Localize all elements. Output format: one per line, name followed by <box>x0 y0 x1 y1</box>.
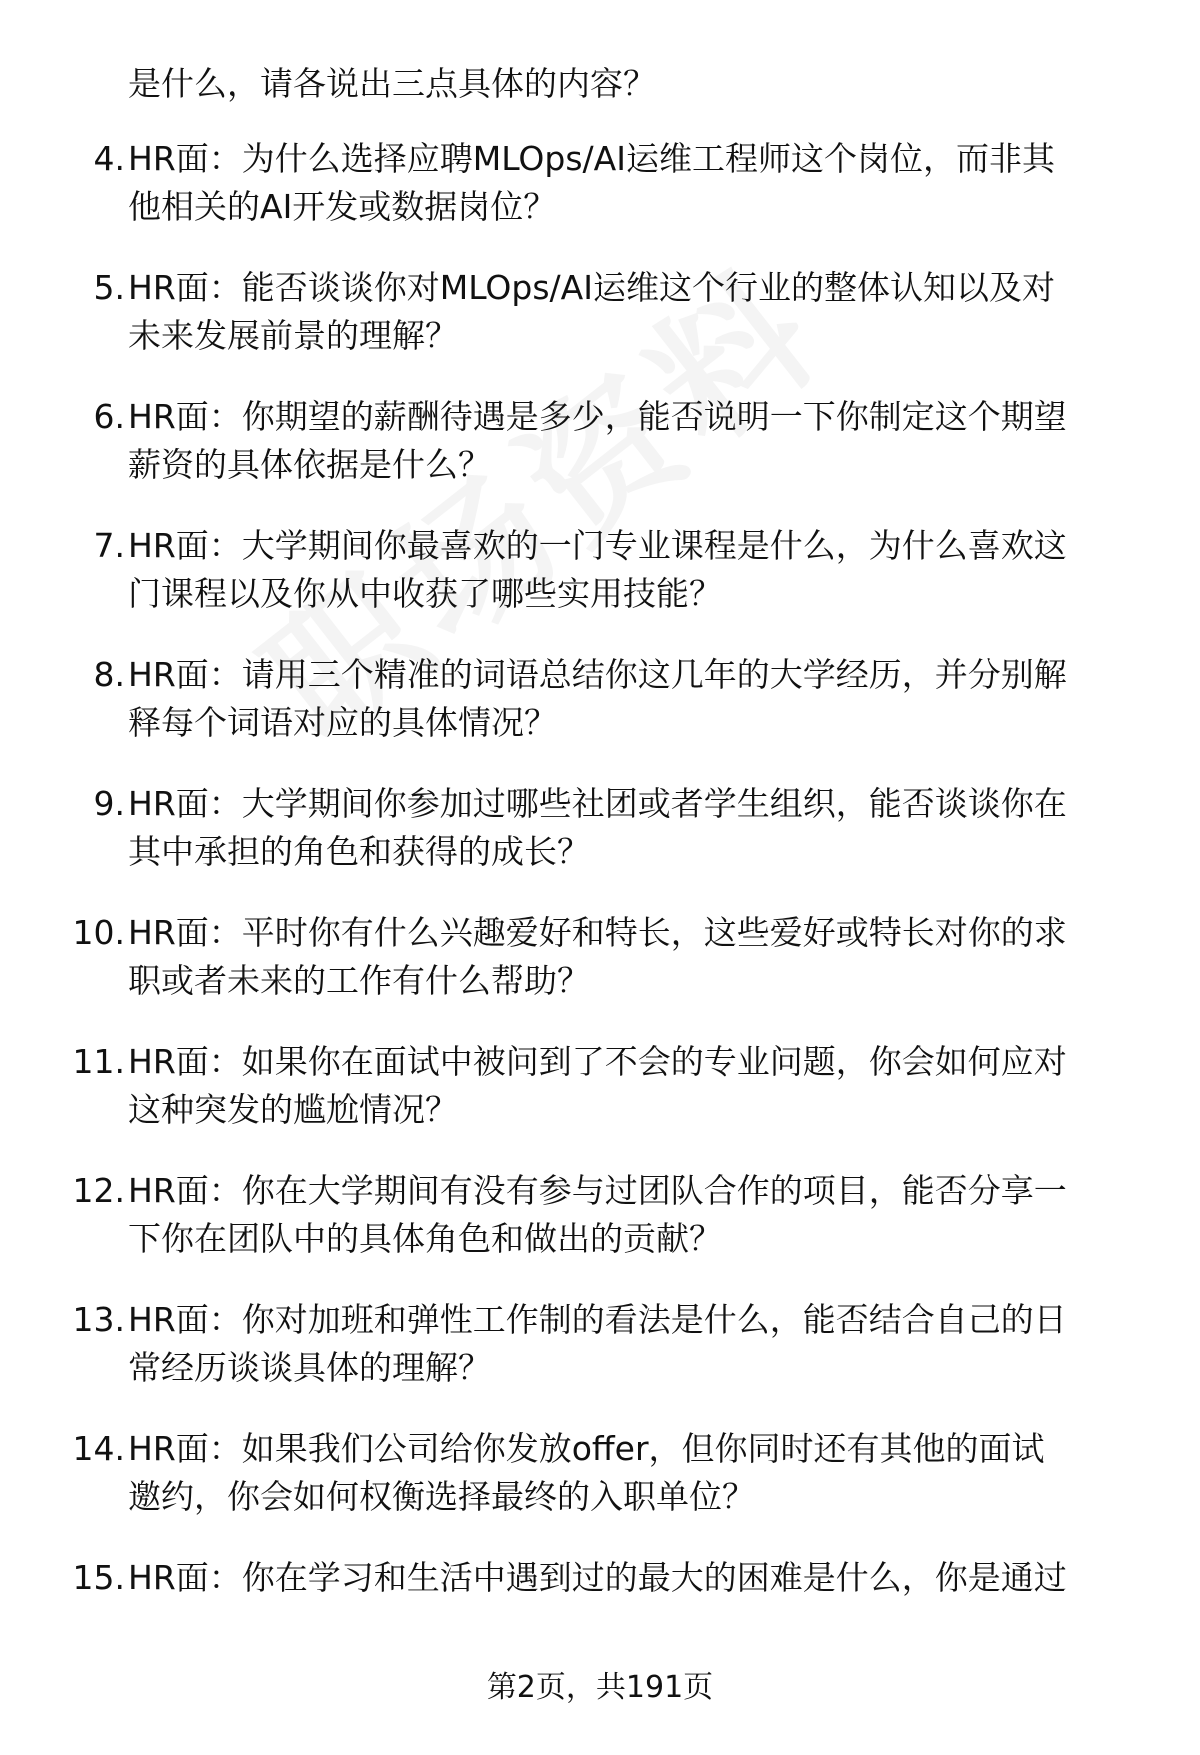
item-number: 11. <box>72 1042 125 1081</box>
item-line: HR面：你在大学期间有没有参与过团队合作的项目，能否分享一 <box>128 1171 1067 1210</box>
item-text <box>128 1167 1158 1263</box>
item-number: 10. <box>72 913 125 952</box>
item-number: 9. <box>93 784 125 823</box>
item-number: 6. <box>93 397 125 436</box>
item-line: 下你在团队中的具体角色和做出的贡献？ <box>128 1219 722 1258</box>
item-line: 他相关的AI开发或数据岗位？ <box>128 187 557 226</box>
item-text <box>128 264 1158 360</box>
item-line: HR面：平时你有什么兴趣爱好和特长，这些爱好或特长对你的求 <box>128 913 1067 952</box>
item-line: 门课程以及你从中收获了哪些实用技能？ <box>128 574 722 613</box>
item-line: HR面：大学期间你参加过哪些社团或者学生组织，能否谈谈你在 <box>128 784 1067 823</box>
item-number: 15. <box>72 1558 125 1597</box>
item-line: 邀约，你会如何权衡选择最终的入职单位？ <box>128 1477 755 1516</box>
item-line: HR面：大学期间你最喜欢的一门专业课程是什么，为什么喜欢这 <box>128 526 1067 565</box>
item-text <box>128 522 1158 618</box>
item-number: 14. <box>72 1429 125 1468</box>
item-number: 5. <box>93 268 125 307</box>
item-text <box>128 393 1158 489</box>
page-footer: 第2页，共191页 <box>486 1670 714 1705</box>
item-text <box>128 651 1158 747</box>
item-line: HR面：为什么选择应聘MLOps/AI运维工程师这个岗位，而非其 <box>128 139 1055 178</box>
item-line: HR面：你在学习和生活中遇到过的最大的困难是什么，你是通过 <box>128 1558 1067 1597</box>
item-line: HR面：能否谈谈你对MLOps/AI运维这个行业的整体认知以及对 <box>128 268 1055 307</box>
item-text <box>128 135 1158 231</box>
item-number: 4. <box>93 139 125 178</box>
item-number: 12. <box>72 1171 125 1210</box>
item-number: 13. <box>72 1300 125 1339</box>
item-text <box>128 1038 1158 1134</box>
item-line: HR面：你期望的薪酬待遇是多少，能否说明一下你制定这个期望 <box>128 397 1067 436</box>
item-line: HR面：如果你在面试中被问到了不会的专业问题，你会如何应对 <box>128 1042 1067 1081</box>
item-text <box>128 1554 1158 1602</box>
item-text <box>128 780 1158 876</box>
item-number: 8. <box>93 655 125 694</box>
continuation-text: 是什么，请各说出三点具体的内容？ <box>128 64 656 103</box>
item-text <box>128 1296 1158 1392</box>
item-line: 这种突发的尴尬情况？ <box>128 1090 458 1129</box>
item-line: HR面：如果我们公司给你发放offer，但你同时还有其他的面试 <box>128 1429 1045 1468</box>
item-line: 薪资的具体依据是什么？ <box>128 445 491 484</box>
item-line: HR面：请用三个精准的词语总结你这几年的大学经历，并分别解 <box>128 655 1067 694</box>
item-line: 释每个词语对应的具体情况？ <box>128 703 557 742</box>
item-line: HR面：你对加班和弹性工作制的看法是什么，能否结合自己的日 <box>128 1300 1067 1339</box>
item-text <box>128 1425 1158 1521</box>
item-line: 职或者未来的工作有什么帮助？ <box>128 961 590 1000</box>
item-line: 其中承担的角色和获得的成长？ <box>128 832 590 871</box>
item-text <box>128 909 1158 1005</box>
item-line: 常经历谈谈具体的理解？ <box>128 1348 491 1387</box>
item-number: 7. <box>93 526 125 565</box>
item-line: 未来发展前景的理解？ <box>128 316 458 355</box>
